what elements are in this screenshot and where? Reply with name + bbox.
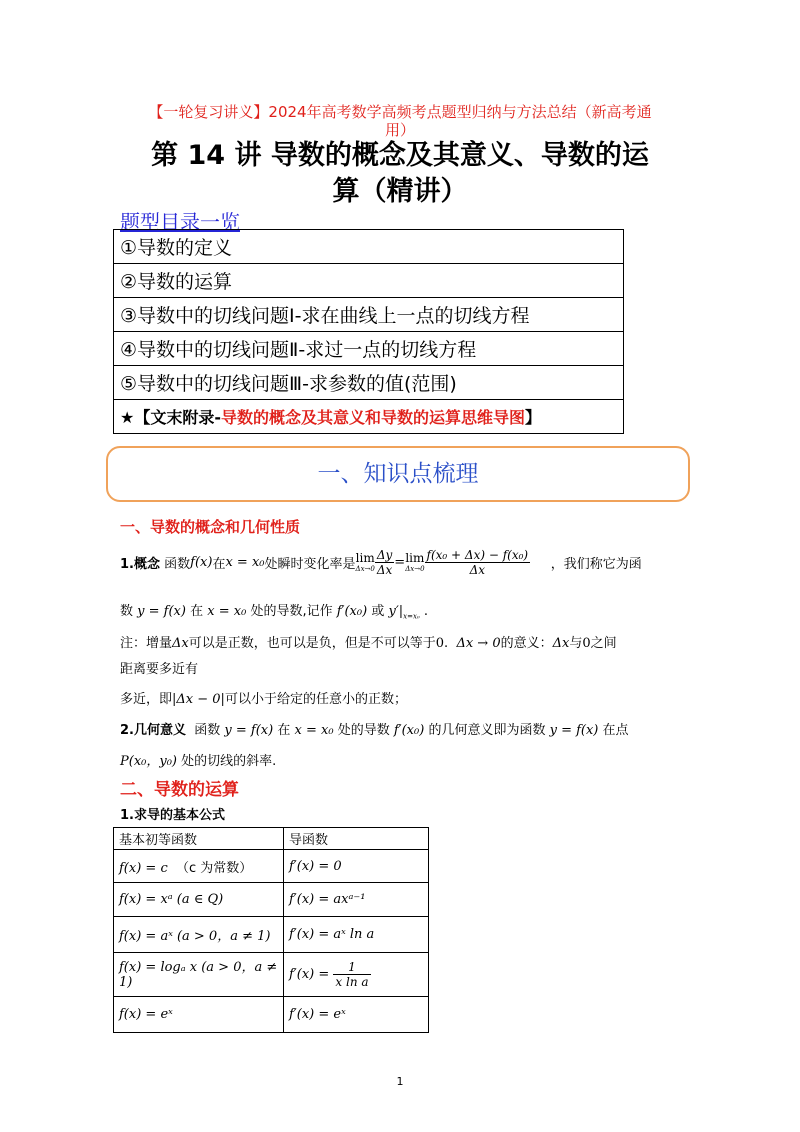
difference-quotient: $\frac{\text{f(x₀ + Δx) − f(x₀)}}{\Delta x}$ <box>426 547 529 577</box>
toc-appendix-suffix: 】 <box>525 408 542 427</box>
geo-e: 在点 <box>602 723 629 738</box>
concept-call-text: ，我们称它为函 <box>550 556 642 572</box>
dy-over-dx: $\frac{\Delta y}{\Delta x}$ <box>376 547 393 577</box>
fx-math: f(x) <box>190 554 213 570</box>
toc-item-4[interactable]: ④导数中的切线问题Ⅱ-求过一点的切线方程 <box>114 332 624 366</box>
row3-deriv: f′(x) = aˣ ln a <box>289 927 375 942</box>
note-a: 注：增量 <box>120 636 173 651</box>
geo-y-eq-fx-2: y = f(x) <box>549 723 599 738</box>
y-eq-fx-math: y = f(x) <box>137 604 186 619</box>
note-line3-b: 可以小于给定的任意小的正数； <box>224 692 407 707</box>
row3-func: f(x) = aˣ (a > 0，a ≠ 1) <box>119 929 271 944</box>
note-dx-to-0: Δx → 0 <box>456 636 501 651</box>
row2-func: f(x) = xᵃ (a ∈ Q) <box>119 892 224 907</box>
row1-note: （c 为常数） <box>176 860 253 876</box>
note-b: 可以是正数，也可以是负，但是不可以等于 <box>188 636 436 651</box>
toc-item-3[interactable]: ③导数中的切线问题Ⅰ-求在曲线上一点的切线方程 <box>114 298 624 332</box>
geo-y-eq-fx: y = f(x) <box>224 723 274 738</box>
x-eq-x0-math-2: x = x₀ <box>207 604 247 619</box>
page-title-line-2: 算（精讲） <box>332 176 468 207</box>
concept-rate-text: 处瞬时变化率是 <box>264 556 356 572</box>
x-eq-x0-math: x = x₀ <box>225 554 265 570</box>
row5-deriv: f′(x) = eˣ <box>289 1007 346 1022</box>
toc-appendix[interactable] <box>114 400 624 434</box>
note-line3-a: 多近，即 <box>120 692 173 707</box>
table-header-func: 基本初等函数 <box>114 828 284 850</box>
yprime-math: y′| <box>388 604 404 619</box>
row5-func: f(x) = eˣ <box>119 1007 173 1022</box>
toc-appendix-prefix: ★【文末附录- <box>120 408 221 427</box>
toc-item-5[interactable]: ⑤导数中的切线问题Ⅲ-求参数的值(范围) <box>114 366 624 400</box>
concept-line <box>120 540 642 584</box>
geo-f: 处的切线的斜率. <box>181 754 277 769</box>
toc-table <box>113 229 624 434</box>
equals-sign: = <box>394 554 406 570</box>
geo-line-2 <box>120 750 276 769</box>
toc-item-2[interactable]: ②导数的运算 <box>114 264 624 298</box>
note-zero: 0 <box>435 636 445 651</box>
row4-deriv-prefix: f′(x) = <box>289 967 330 982</box>
note-line-1 <box>120 632 617 651</box>
geo-label: 2.几何意义 <box>120 723 186 738</box>
geo-c: 处的导数 <box>337 723 390 738</box>
table-row <box>114 850 429 883</box>
line2-b: 在 <box>190 604 204 619</box>
note-abs: |Δx − 0| <box>172 692 225 707</box>
limit-2: lim Δx→0 <box>405 551 425 573</box>
header-line-2: 用） <box>384 121 415 139</box>
row1-deriv: f′(x) = 0 <box>289 858 342 874</box>
table-header-deriv: 导函数 <box>284 828 429 850</box>
line2-or: 或 <box>371 604 385 619</box>
toc-appendix-link[interactable]: 导数的概念及其意义和导数的运算思维导图 <box>221 408 526 427</box>
row4-deriv-fraction: $\frac{1}{\text{x ln a}}$ <box>335 960 369 989</box>
note-c: . <box>444 636 449 651</box>
table-row <box>114 883 429 917</box>
note-e: 与 <box>569 636 583 651</box>
note-d: 的意义： <box>500 636 553 651</box>
row1-func: f(x) = c <box>119 860 168 876</box>
note-f: 之间 <box>590 636 617 651</box>
note-zero-2: 0 <box>582 636 591 651</box>
note-line-2: 距离要多近有 <box>120 662 199 677</box>
line2-a: 数 <box>120 604 134 619</box>
yprime-sub: x=x₀ <box>403 612 420 621</box>
header-line-1: 【一轮复习讲义】2024年高考数学高频考点题型归纳与方法总结（新高考通 <box>148 103 652 121</box>
table-row <box>114 997 429 1033</box>
geo-b: 在 <box>277 723 291 738</box>
concept-line-2 <box>120 600 428 621</box>
geo-line-1 <box>120 719 629 738</box>
line2-period: . <box>423 604 429 619</box>
part2-heading: 二、导数的运算 <box>120 780 239 800</box>
toc-heading-link[interactable]: 题型目录一览 <box>120 210 240 234</box>
line2-c: 处的导数,记作 <box>250 604 333 619</box>
section-title-box: 一、知识点梳理 <box>106 446 690 502</box>
geo-point: P(x₀，y₀) <box>120 754 177 769</box>
formula-table <box>113 827 429 1033</box>
toc-item-1[interactable]: ①导数的定义 <box>114 230 624 264</box>
table-row <box>114 953 429 997</box>
note-dx-2: Δx <box>552 636 570 651</box>
geo-d: 的几何意义即为函数 <box>428 723 546 738</box>
limit-1: lim Δx→0 <box>355 551 375 573</box>
concept-label: 1.概念 <box>120 556 160 572</box>
geo-x-eq-x0: x = x₀ <box>294 723 334 738</box>
page-title-line-1: 第 14 讲 导数的概念及其意义、导数的运 <box>151 140 649 171</box>
note-dx: Δx <box>172 636 189 651</box>
geo-fprime-x0: f′(x₀) <box>393 723 425 738</box>
fprime-x0-math: f′(x₀) <box>336 604 368 619</box>
concept-text-a: 函数 <box>164 556 191 572</box>
page-number: 1 <box>396 1075 404 1088</box>
table-row <box>114 917 429 953</box>
concept-at: 在 <box>212 556 226 572</box>
geo-a: 函数 <box>194 723 221 738</box>
part1-heading: 一、导数的概念和几何性质 <box>120 518 301 536</box>
row4-func: f(x) = logₐ x (a > 0，a ≠ 1) <box>119 960 278 990</box>
row2-deriv: f′(x) = axᵃ⁻¹ <box>289 892 366 907</box>
part2-sub: 1.求导的基本公式 <box>120 808 225 823</box>
note-line-3 <box>120 688 407 707</box>
